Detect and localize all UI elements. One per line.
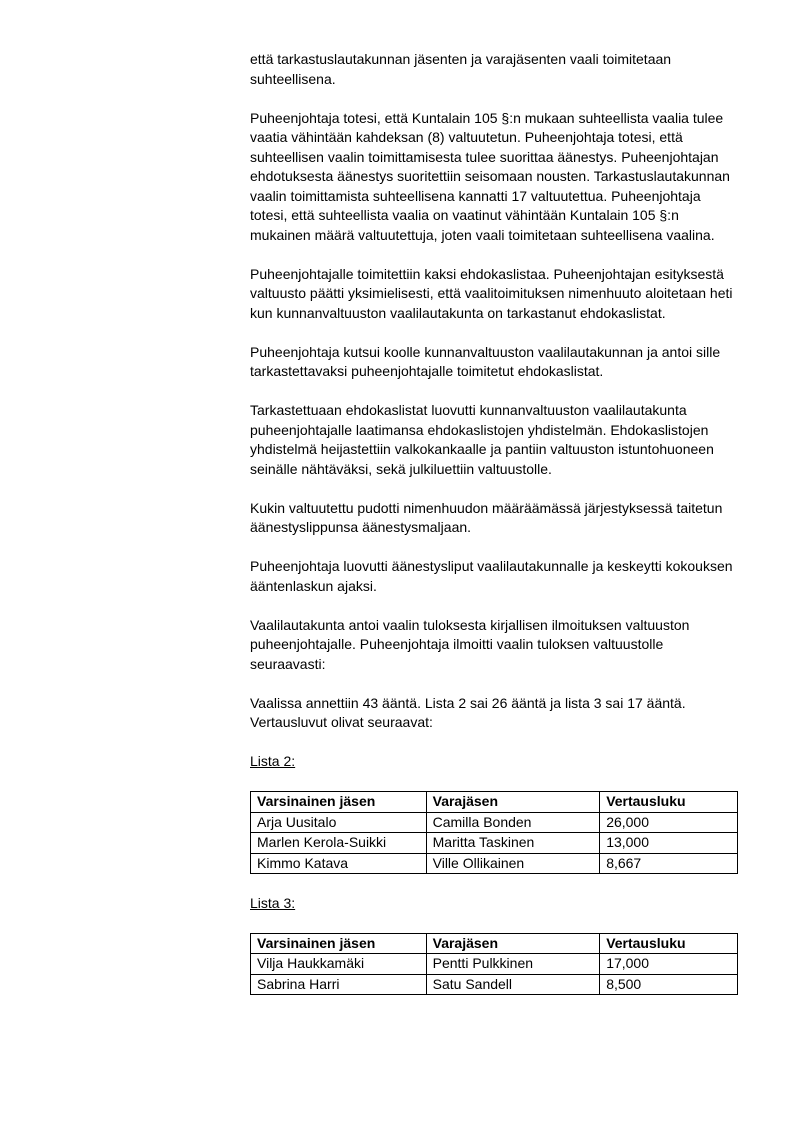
- deputy-member-cell: Satu Sandell: [426, 974, 600, 995]
- paragraph-vote-counting: Puheenjohtaja luovutti äänestysliput vaalilautakunnalle ja keskeytti kokouksen ääntenlaskun ajaksi.: [250, 558, 733, 594]
- paragraph-ballot-casting: Kukin valtuutettu pudotti nimenhuudon määräämässä järjestyksessä taitetun äänestyslippunsa äänestysmaljaan.: [250, 499, 723, 535]
- table-row: [251, 974, 738, 995]
- regular-member-cell: Sabrina Harri: [251, 974, 427, 995]
- deputy-member-cell: Pentti Pulkkinen: [426, 954, 600, 975]
- comparison-number-cell: 8,500: [600, 974, 738, 995]
- deputy-member-cell: Maritta Taskinen: [426, 833, 600, 854]
- regular-member-cell: Kimmo Katava: [251, 853, 427, 874]
- list-3-table: [250, 933, 738, 996]
- paragraph-intro: että tarkastuslautakunnan jäsenten ja varajäsenten vaali toimitetaan suhteellisena.: [250, 51, 672, 87]
- table-header-row: [251, 933, 738, 954]
- paragraph-list-combination: Tarkastettuaan ehdokaslistat luovutti kunnanvaltuuston vaalilautakunta puheenjohtajalle laatimansa ehdokaslistojen yhdistelmän. Ehdokaslistojen yhdistelmä heijastettiin valkokankaalle ja pantiin valtuuston istuntohuoneen seinälle nähtäväksi, sekä julkiluettiin valtuustolle.: [250, 402, 714, 477]
- document-body: [250, 50, 740, 1015]
- table-row: [251, 833, 738, 854]
- regular-member-cell: Marlen Kerola-Suikki: [251, 833, 427, 854]
- regular-member-cell: Vilja Haukkamäki: [251, 954, 427, 975]
- list-3-heading: Lista 3:: [250, 894, 296, 911]
- paragraph-proportional-vote: Puheenjohtaja totesi, että Kuntalain 105 §:n mukaan suhteellista vaalia tulee vaatia vähintään kahdeksan (8) valtuutetun. Puheenjohtaja totesi, että suhteellisen vaalin toimittamisesta tulee suorittaa äänestys. Puheenjohtajan ehdotuksesta äänestys suoritettiin seisomaan nousten. Tarkastuslautakunnan vaalin toimittamista suhteellisena kannatti 17 valtuutettua. Puheenjohtaja totesi, että suhteellista vaalia on vaatinut vähintään Kuntalain 105 §:n mukainen määrä valtuutettuja, joten vaali toimitetaan suhteellisena vaalina.: [250, 109, 730, 243]
- table-row: [251, 853, 738, 874]
- paragraph-result-announcement: Vaalilautakunta antoi vaalin tuloksesta kirjallisen ilmoituksen valtuuston puheenjohtajalle. Puheenjohtaja ilmoitti vaalin tuloksen valtuustolle seuraavasti:: [250, 616, 690, 672]
- header-regular-member: Varsinainen jäsen: [251, 933, 427, 954]
- header-deputy-member: Varajäsen: [426, 792, 600, 813]
- paragraph-vote-totals: Vaalissa annettiin 43 ääntä. Lista 2 sai 26 ääntä ja lista 3 sai 17 ääntä. Vertausluvut olivat seuraavat:: [250, 694, 686, 730]
- comparison-number-cell: 26,000: [600, 812, 738, 833]
- deputy-member-cell: Camilla Bonden: [426, 812, 600, 833]
- deputy-member-cell: Ville Ollikainen: [426, 853, 600, 874]
- list-2-heading: Lista 2:: [250, 753, 296, 769]
- table-header-row: [251, 792, 738, 813]
- regular-member-cell: Arja Uusitalo: [251, 812, 427, 833]
- paragraph-election-board: Puheenjohtaja kutsui koolle kunnanvaltuuston vaalilautakunnan ja antoi sille tarkastettavaksi puheenjohtajalle toimitetut ehdokaslistat.: [250, 343, 721, 379]
- list-2-table: [250, 791, 738, 874]
- header-deputy-member: Varajäsen: [426, 933, 600, 954]
- header-comparison-number: Vertausluku: [600, 933, 738, 954]
- paragraph-candidate-lists: Puheenjohtajalle toimitettiin kaksi ehdokaslistaa. Puheenjohtajan esityksestä valtuusto päätti yksimielisesti, että vaalitoimituksen nimenhuuto aloitetaan heti kun kunnanvaltuuston vaalilautakunta on tarkastanut ehdokaslistat.: [250, 265, 733, 321]
- table-row: [251, 954, 738, 975]
- header-regular-member: Varsinainen jäsen: [251, 792, 427, 813]
- comparison-number-cell: 13,000: [600, 833, 738, 854]
- comparison-number-cell: 8,667: [600, 853, 738, 874]
- table-row: [251, 812, 738, 833]
- comparison-number-cell: 17,000: [600, 954, 738, 975]
- header-comparison-number: Vertausluku: [600, 792, 738, 813]
